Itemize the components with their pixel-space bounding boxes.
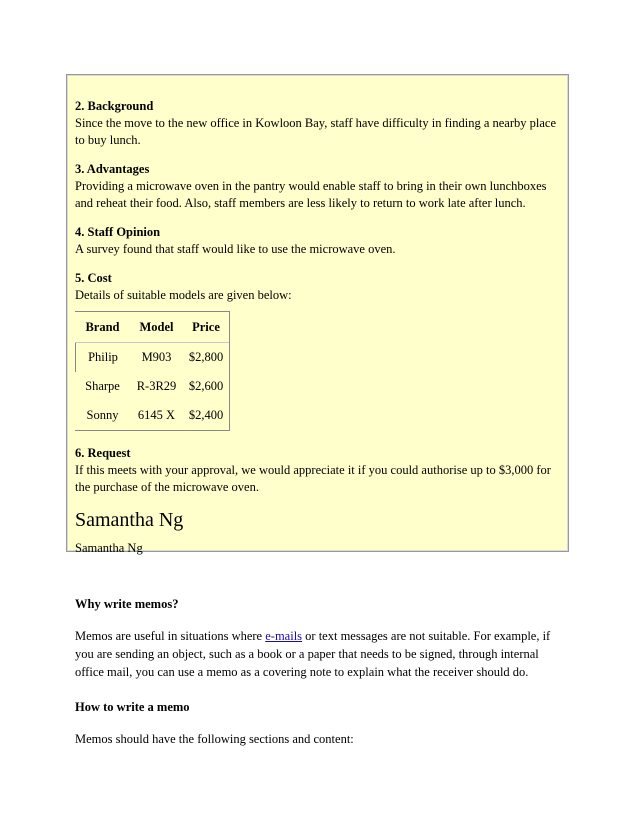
- section-text: Details of suitable models are given below:: [75, 288, 292, 302]
- memo-section-background: [75, 98, 560, 149]
- table-cell: R-3R29: [136, 379, 177, 393]
- section-heading: 6. Request: [75, 446, 131, 460]
- section-text: A survey found that staff would like to use the microwave oven.: [75, 242, 396, 256]
- why-text: [75, 627, 565, 681]
- section-text: Since the move to the new office in Kowloon Bay, staff have difficulty in finding a nearby place to buy lunch.: [75, 116, 556, 147]
- signature-name: Samantha Ng: [75, 541, 143, 555]
- table-cell: Sonny: [86, 408, 119, 422]
- table-header-row: [75, 312, 229, 343]
- signature-script: Samantha Ng: [75, 509, 184, 531]
- table-row: [75, 372, 229, 401]
- table-header-model: Model: [130, 312, 183, 343]
- how-text: Memos should have the following sections and content:: [75, 732, 354, 746]
- how-heading: How to write a memo: [75, 700, 190, 714]
- why-memos-paragraph: [75, 627, 565, 681]
- how-to-paragraph: [75, 730, 565, 748]
- table-row: [75, 401, 229, 430]
- section-heading: 4. Staff Opinion: [75, 225, 161, 239]
- table-header-brand: Brand: [75, 312, 130, 343]
- price-table: [75, 311, 230, 431]
- memo-box: [66, 74, 569, 555]
- table-cell: $2,600: [188, 379, 224, 393]
- why-text-part-1: Memos are useful in situations where: [75, 629, 266, 643]
- memo-section-request: [75, 445, 560, 496]
- table-cell: Philip: [75, 343, 130, 372]
- table-cell: Sharpe: [85, 379, 120, 393]
- why-heading: Why write memos?: [75, 597, 179, 611]
- section-text: Providing a microwave oven in the pantry would enable staff to bring in their own lunchboxes and reheat their food. Also, staff members are less likely to return to work late after lunch.: [75, 179, 547, 210]
- why-text-part-2: or text messages are not suitable. For example, if you are sending an object, such as a book or a paper that needs to be signed, through internal office mail, you can use a memo as a covering note to explain what the receiver should do.: [75, 629, 551, 679]
- why-memos-section: [75, 595, 565, 613]
- table-cell: $2,400: [188, 408, 224, 422]
- memo-section-staff-opinion: [75, 224, 560, 258]
- table-header-price: Price: [183, 312, 229, 343]
- section-text: If this meets with your approval, we would appreciate it if you could authorise up to $3,000 for the purchase of the microwave oven.: [75, 463, 551, 494]
- how-to-section: [75, 698, 565, 716]
- memo-section-cost: [75, 270, 560, 304]
- table-cell: $2,800: [188, 350, 224, 364]
- section-heading: 3. Advantages: [75, 162, 150, 176]
- memo-section-advantages: [75, 161, 560, 212]
- table-cell: M903: [141, 350, 172, 364]
- table-cell: 6145 X: [137, 408, 176, 422]
- section-heading: 2. Background: [75, 99, 154, 113]
- emails-link[interactable]: e-mails: [265, 629, 303, 643]
- table-row: [75, 343, 229, 372]
- section-heading: 5. Cost: [75, 271, 112, 285]
